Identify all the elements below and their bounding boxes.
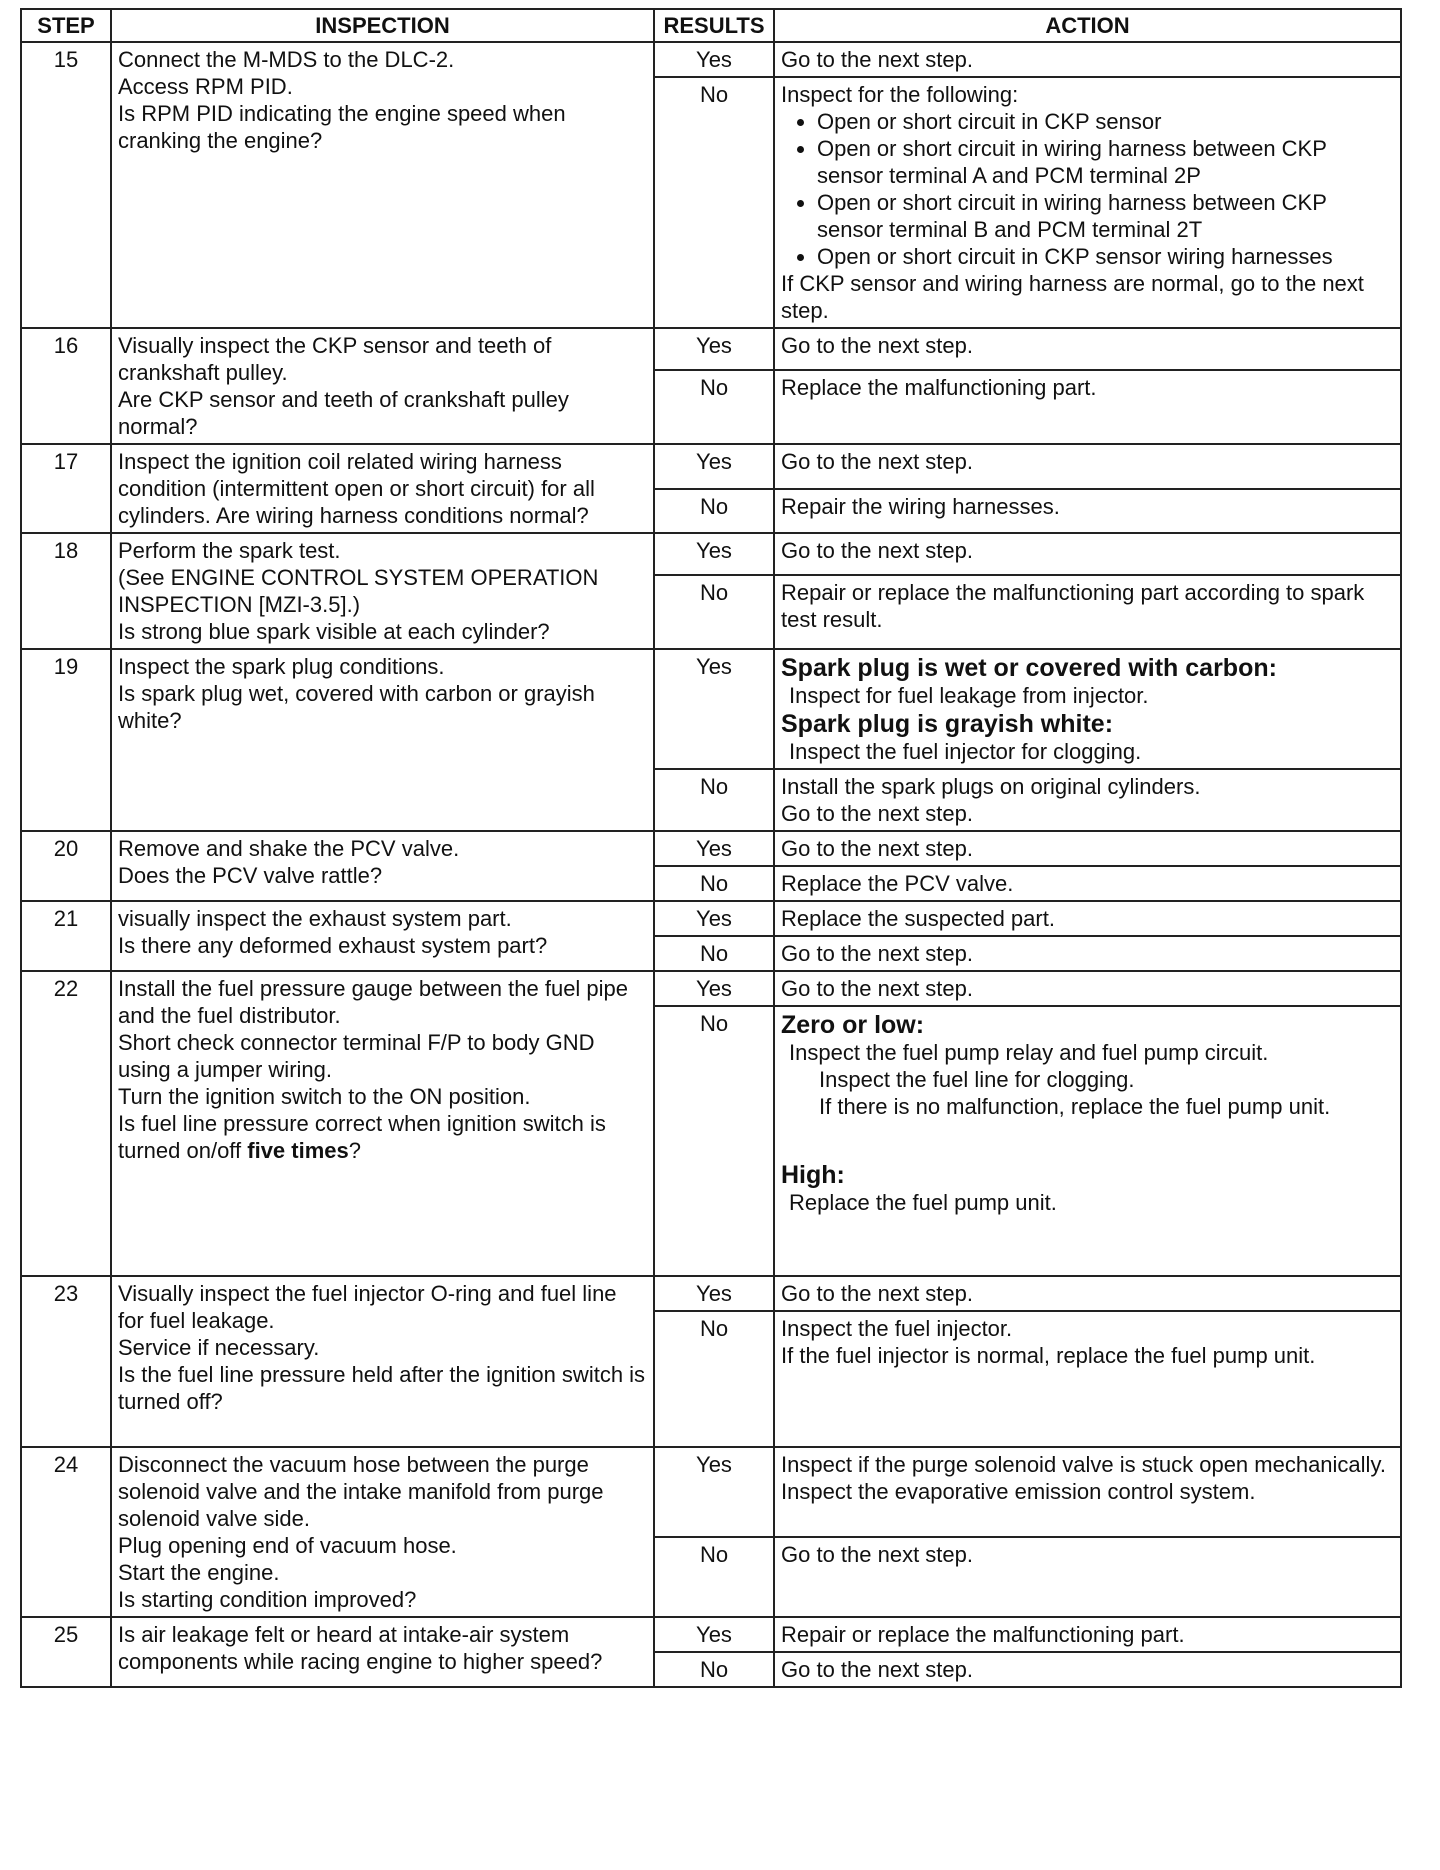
action-no: Go to the next step. [774,1537,1401,1617]
action-line: Inspect the fuel injector for clogging. [789,739,1142,764]
inspection-cell [111,1617,654,1687]
result-no: No [654,769,774,831]
result-yes: Yes [654,1617,774,1652]
action-no [774,1311,1401,1447]
step-number: 16 [21,328,111,444]
list-item: • Open or short circuit in wiring harness between CKP sensor terminal A and PCM terminal 2P [817,135,1394,189]
condition-heading: Spark plug is grayish white: [781,710,1114,738]
result-yes: Yes [654,42,774,77]
result-no: No [654,1652,774,1687]
inspection-line: Perform the spark test. [118,538,341,563]
list-item: • Open or short circuit in CKP sensor wiring harnesses [817,243,1394,270]
action-yes: Replace the suspected part. [774,901,1401,936]
result-no: No [654,1537,774,1617]
inspection-line: Is RPM PID indicating the engine speed when cranking the engine? [118,101,566,153]
action-yes: Go to the next step. [774,831,1401,866]
table-row [21,1447,1401,1537]
result-no: No [654,489,774,534]
inspection-line: Install the fuel pressure gauge between the fuel pipe and the fuel distributor. [118,976,629,1028]
inspection-cell [111,901,654,971]
action-line: Replace the fuel pump unit. [789,1190,1057,1215]
action-no: Repair or replace the malfunctioning part according to spark test result. [774,575,1401,649]
table-header-row [21,9,1401,42]
inspection-line: Is spark plug wet, covered with carbon or grayish white? [118,681,595,733]
inspection-line: Is air leakage felt or heard at intake-air system components while racing engine to higher speed? [118,1622,603,1674]
result-no: No [654,77,774,328]
action-no: Go to the next step. [774,1652,1401,1687]
inspection-line: Disconnect the vacuum hose between the purge solenoid valve and the intake manifold from purge solenoid valve side. [118,1452,604,1531]
inspection-cell [111,1276,654,1447]
table-row [21,649,1401,769]
step-number: 22 [21,971,111,1276]
inspection-cell [111,831,654,901]
step-column-header: STEP [21,9,111,42]
diagnostic-procedure-sheet [20,8,1400,1688]
inspection-line: Remove and shake the PCV valve. [118,836,460,861]
condition-heading: Spark plug is wet or covered with carbon: [781,654,1277,682]
result-no: No [654,1006,774,1276]
inspection-line: Turn the ignition switch to the ON position. [118,1084,531,1109]
action-yes: Go to the next step. [774,1276,1401,1311]
result-yes: Yes [654,831,774,866]
condition-heading: High: [781,1161,845,1189]
result-yes: Yes [654,901,774,936]
step-number: 15 [21,42,111,328]
table-row [21,328,1401,370]
inspection-line: Service if necessary. [118,1335,320,1360]
result-no: No [654,1311,774,1447]
inspection-line: Visually inspect the fuel injector O-ring and fuel line for fuel leakage. [118,1281,617,1333]
inspection-line: Visually inspect the CKP sensor and teeth of crankshaft pulley. [118,333,552,385]
inspection-line: Access RPM PID. [118,74,293,99]
question-text: Is fuel line pressure correct when ignition switch is turned on/off [118,1111,606,1163]
action-line: Install the spark plugs on original cylinders. [781,774,1201,799]
action-yes: Go to the next step. [774,971,1401,1006]
inspection-line: Short check connector terminal F/P to body GND using a jumper wiring. [118,1030,595,1082]
action-yes: Go to the next step. [774,42,1401,77]
action-no: Replace the PCV valve. [774,866,1401,901]
inspection-line: Does the PCV valve rattle? [118,863,383,888]
inspection-line: (See ENGINE CONTROL SYSTEM OPERATION INSPECTION [MZI-3.5].) [118,565,599,617]
step-number: 17 [21,444,111,533]
action-line: If the fuel injector is normal, replace the fuel pump unit. [781,1343,1316,1368]
result-yes: Yes [654,1447,774,1537]
inspection-line: Is the fuel line pressure held after the ignition switch is turned off? [118,1362,646,1414]
question-end: ? [348,1138,361,1163]
step-number: 18 [21,533,111,649]
action-line: Inspect if the purge solenoid valve is stuck open mechanically. [781,1452,1386,1477]
action-line: Inspect for fuel leakage from injector. [789,683,1149,708]
condition-heading: Zero or low: [781,1011,925,1039]
step-number: 25 [21,1617,111,1687]
action-line: Inspect the fuel injector. [781,1316,1013,1341]
inspection-line: Is strong blue spark visible at each cylinder? [118,619,550,644]
result-no: No [654,936,774,971]
step-number: 24 [21,1447,111,1617]
inspection-cell [111,649,654,831]
table-row [21,971,1401,1006]
result-no: No [654,575,774,649]
results-column-header: RESULTS [654,9,774,42]
action-yes [774,649,1401,769]
inspection-line: Plug opening end of vacuum hose. [118,1533,457,1558]
inspection-line: Inspect the spark plug conditions. [118,654,445,679]
result-no: No [654,866,774,901]
list-item: • Open or short circuit in CKP sensor [817,108,1394,135]
action-column-header: ACTION [774,9,1401,42]
inspection-line: visually inspect the exhaust system part. [118,906,512,931]
inspection-column-header: INSPECTION [111,9,654,42]
list-item: • Open or short circuit in wiring harness between CKP sensor terminal B and PCM terminal 2T [817,189,1394,243]
result-yes: Yes [654,649,774,769]
action-line: Inspect for the following: [781,82,1019,107]
inspection-line: Start the engine. [118,1560,280,1585]
result-yes: Yes [654,328,774,370]
action-no [774,1006,1401,1276]
table-row [21,1617,1401,1652]
inspection-cell [111,971,654,1276]
inspection-line: Is there any deformed exhaust system part? [118,933,548,958]
result-yes: Yes [654,444,774,489]
table-row [21,1276,1401,1311]
inspection-line: Is starting condition improved? [118,1587,417,1612]
diagnostic-table [20,8,1402,1688]
action-line: If there is no malfunction, replace the fuel pump unit. [819,1094,1331,1119]
result-yes: Yes [654,1276,774,1311]
table-row [21,42,1401,77]
table-row [21,831,1401,866]
spacer [781,1120,1394,1160]
action-line: Go to the next step. [781,801,974,826]
table-row [21,901,1401,936]
action-yes [774,1447,1401,1537]
action-yes: Repair or replace the malfunctioning part. [774,1617,1401,1652]
inspection-question [118,1110,647,1164]
action-yes: Go to the next step. [774,444,1401,489]
action-no: Repair the wiring harnesses. [774,489,1401,534]
step-number: 23 [21,1276,111,1447]
inspection-cell [111,533,654,649]
result-no: No [654,370,774,444]
action-no [774,77,1401,328]
table-row [21,533,1401,575]
inspection-items-list [781,108,1394,270]
result-yes: Yes [654,533,774,575]
step-number: 19 [21,649,111,831]
table-row [21,444,1401,489]
action-no [774,769,1401,831]
step-number: 20 [21,831,111,901]
action-yes: Go to the next step. [774,533,1401,575]
inspection-cell [111,1447,654,1617]
action-no: Go to the next step. [774,936,1401,971]
action-line: Inspect the fuel line for clogging. [819,1067,1135,1092]
action-no: Replace the malfunctioning part. [774,370,1401,444]
inspection-cell [111,444,654,533]
action-line: Inspect the fuel pump relay and fuel pump circuit. [789,1040,1269,1065]
action-line: If CKP sensor and wiring harness are normal, go to the next step. [781,271,1364,323]
inspection-line: Are CKP sensor and teeth of crankshaft pulley normal? [118,387,569,439]
inspection-cell [111,328,654,444]
action-line: Inspect the evaporative emission control system. [781,1479,1256,1504]
action-yes: Go to the next step. [774,328,1401,370]
emphasis-text: five times [247,1138,349,1163]
inspection-line: Connect the M-MDS to the DLC-2. [118,47,455,72]
inspection-cell [111,42,654,328]
result-yes: Yes [654,971,774,1006]
inspection-line: Inspect the ignition coil related wiring harness condition (intermittent open or short circuit) for all cylinders. Are wiring harness conditions normal? [118,449,595,528]
step-number: 21 [21,901,111,971]
